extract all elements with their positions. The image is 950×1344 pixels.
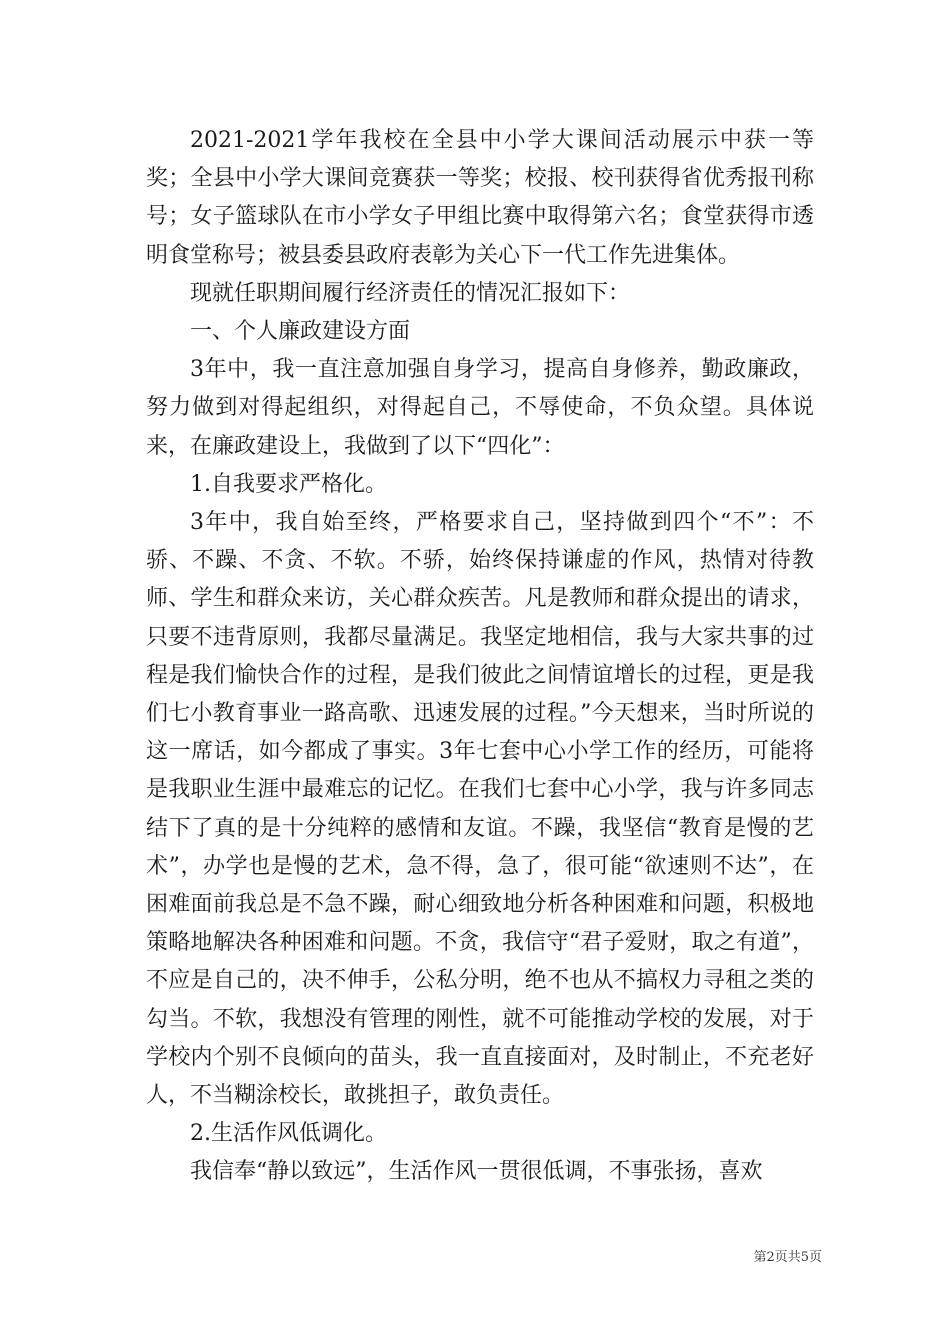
subheading-low-key-lifestyle: 2.生活作风低调化。 (190, 1121, 387, 1147)
paragraph-four-nots: 3年中，我自始至终，严格要求自己，坚持做到四个“不”：不骄、不躁、不贪、不软。不骄，始终保持谦虚的作风，热情对待教师、学生和群众来访，关心群众疾苦。凡是教师和群众提出的请求，只要不违背原则，我都尽量满足。我坚定地相信，我与大家共事的过程是我们愉快合作的过程，是我们彼此之间情谊增长的过程，更是我们七小教育事业一路高歌、迅速发展的过程。”今天想来，当时所说的这一席话，如今都成了事实。3年七套中心小学工作的经历，可能将是我职业生涯中最难忘的记忆。在我们七套中心小学，我与许多同志结下了真的是十分纯粹的感情和友谊。不躁，我坚信“教育是慢的艺术”，办学也是慢的艺术，急不得，急了，很可能“欲速则不达”，在困难面前我总是不急不躁，耐心细致地分析各种困难和问题，积极地策略地解决各种困难和问题。不贪，我信守“君子爱财，取之有道”，不应是自己的，决不伸手，公私分明，绝不也从不搞权力寻租之类的勾当。不软，我想没有管理的刚性，就不可能推动学校的发展，对于学校内个别不良倾向的苗头，我一直直接面对，及时制止，不充老好人，不当糊涂校长，敢挑担子，敢负责任。 (146, 510, 814, 1109)
document-body (146, 122, 814, 1192)
paragraph-lifestyle: 我信奉“静以致远”，生活作风一贯很低调，不事张扬，喜欢 (190, 1159, 763, 1185)
section-heading-integrity: 一、个人廉政建设方面 (190, 319, 411, 345)
subheading-strict-self-discipline: 1.自我要求严格化。 (190, 471, 387, 497)
page-number-footer: 第2页共5页 (753, 1250, 822, 1265)
paragraph-awards: 2021-2021学年我校在全县中小学大课间活动展示中获一等奖；全县中小学大课间竞赛获一等奖；校报、校刊获得省优秀报刊称号；女子篮球队在市小学女子甲组比赛中取得第六名；食堂获得市透明食堂称号；被县委县政府表彰为关心下一代工作先进集体。 (146, 128, 814, 268)
paragraph-report-intro: 现就任职期间履行经济责任的情况汇报如下： (190, 280, 631, 306)
paragraph-integrity-summary: 3年中，我一直注意加强自身学习，提高自身修养，勤政廉政，努力做到对得起组织，对得起自己，不辱使命，不负众望。具体说来，在廉政建设上，我做到了以下“四化”： (146, 357, 814, 459)
